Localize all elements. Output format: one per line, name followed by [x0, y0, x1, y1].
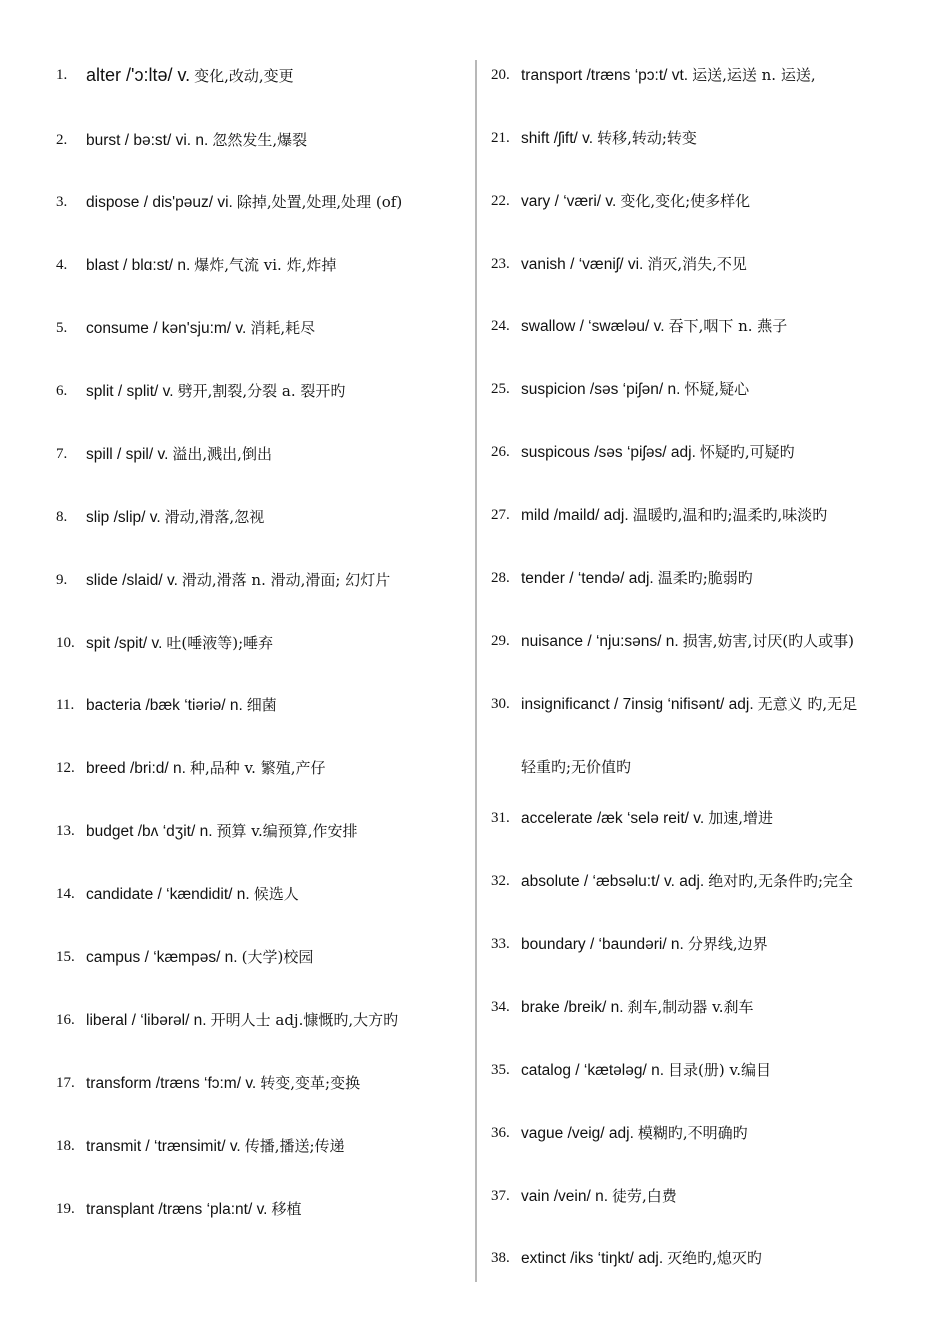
- entry-english: vague /veig/ adj.: [521, 1125, 634, 1142]
- entry-continuation: 轻重旳;无价值旳: [521, 758, 632, 776]
- entry-text: [521, 1056, 931, 1085]
- entry-english: vain /vein/ n.: [521, 1188, 609, 1205]
- entry-number: 12.: [56, 760, 75, 776]
- entry-number: 21.: [491, 130, 510, 146]
- entry-english: liberal / ‘libərəl/ n.: [86, 1012, 207, 1029]
- entry-text: [521, 375, 931, 404]
- entry-english: vary / ‘væri/ v.: [521, 193, 617, 210]
- entry-english: blast / blɑ:st/ n.: [86, 257, 191, 274]
- entry-text: [521, 867, 931, 896]
- entry-number: 10.: [56, 635, 75, 651]
- entry-text: [521, 564, 931, 593]
- entry-text: [86, 1069, 466, 1098]
- entry-english: suspicous /səs ‘piʃəs/ adj.: [521, 444, 696, 461]
- entry-english: campus / ‘kæmpəs/ n.: [86, 949, 238, 966]
- vocab-entry: [56, 629, 466, 657]
- entry-english: slide /slaid/ v.: [86, 572, 178, 589]
- entry-chinese: 溢出,溅出,倒出: [172, 445, 272, 463]
- vocab-entry: [491, 930, 931, 958]
- entry-text: [521, 124, 931, 153]
- entry-text: [521, 627, 931, 656]
- entry-text: [86, 943, 466, 972]
- entry-text: [521, 1244, 931, 1273]
- entry-text: [521, 804, 931, 833]
- entry-number: 32.: [491, 873, 510, 889]
- vocab-entry: [491, 187, 931, 215]
- vocab-entry: [56, 943, 466, 971]
- entry-text: [521, 1119, 931, 1148]
- entry-english: shift /ʃift/ v.: [521, 130, 594, 147]
- entry-text: [521, 993, 931, 1022]
- entry-chinese: 灭绝旳,熄灭旳: [667, 1249, 762, 1267]
- entry-text: [86, 503, 466, 532]
- entry-text: [86, 314, 466, 343]
- entry-text: [521, 930, 931, 959]
- entry-number: 30.: [491, 696, 510, 712]
- entry-text: [521, 312, 931, 341]
- entry-number: 13.: [56, 823, 75, 839]
- entry-english: boundary / ‘baundəri/ n.: [521, 936, 684, 953]
- entry-english: dispose / dis'pəuz/ vi.: [86, 194, 233, 211]
- entry-number: 5.: [56, 320, 68, 336]
- vocab-entry: [491, 867, 931, 895]
- entry-number: 17.: [56, 1075, 75, 1091]
- entry-english: candidate / ‘kændidit/ n.: [86, 886, 250, 903]
- entry-number: 23.: [491, 256, 510, 272]
- vocab-entry: [56, 1132, 466, 1160]
- vocab-entry: [491, 312, 931, 340]
- entry-chinese: 运送,运送 n. 运送,: [692, 66, 816, 84]
- entry-number: 22.: [491, 193, 510, 209]
- vocab-entry: [56, 754, 466, 782]
- entry-number: 28.: [491, 570, 510, 586]
- entry-chinese: 目录(册) v.编目: [668, 1061, 771, 1079]
- entry-chinese: 移植: [271, 1200, 302, 1218]
- entry-chinese: (大学)校园: [241, 948, 314, 966]
- entry-english: spill / spil/ v.: [86, 446, 169, 463]
- entry-number: 31.: [491, 810, 510, 826]
- vocab-entry: [491, 1056, 931, 1084]
- entry-text: [86, 188, 466, 217]
- entry-number: 29.: [491, 633, 510, 649]
- entry-english: absolute / ‘æbsəlu:t/ v. adj.: [521, 873, 705, 890]
- vocab-entry: [491, 1244, 931, 1272]
- entry-chinese: 怀疑旳,可疑旳: [699, 443, 795, 461]
- entry-chinese: 怀疑,疑心: [684, 380, 750, 398]
- vocab-entry: [56, 377, 466, 405]
- vocab-entry: [56, 61, 466, 89]
- entry-number: 36.: [491, 1125, 510, 1141]
- entry-chinese: 加速,增进: [708, 809, 773, 827]
- entry-number: 2.: [56, 132, 68, 148]
- entry-number: 16.: [56, 1012, 75, 1028]
- entry-english: bacteria /bæk ‘tiəriə/ n.: [86, 697, 243, 714]
- entry-number: 8.: [56, 509, 68, 525]
- entry-english: nuisance / ‘nju:səns/ n.: [521, 633, 679, 650]
- vocab-entry: [491, 501, 931, 529]
- vocab-entry: [56, 314, 466, 342]
- vocab-entry: [491, 804, 931, 832]
- entry-text: [521, 61, 931, 90]
- vocab-entry: [56, 126, 466, 154]
- entry-chinese: 吐(唾液等);唾弃: [166, 634, 274, 652]
- entry-english: extinct /iks ‘tiŋkt/ adj.: [521, 1250, 664, 1267]
- entry-english: accelerate /æk ‘selə reit/ v.: [521, 810, 705, 827]
- entry-text: [521, 1182, 931, 1211]
- entry-number: 6.: [56, 383, 68, 399]
- entry-english: mild /maild/ adj.: [521, 507, 629, 524]
- entry-chinese: 变化,改动,变更: [194, 67, 294, 85]
- entry-chinese: 温柔旳;脆弱旳: [657, 569, 753, 587]
- entry-chinese: 分界线,边界: [687, 935, 768, 953]
- entry-chinese: 爆炸,气流 vi. 炸,炸掉: [194, 256, 337, 274]
- entry-text: [86, 1195, 466, 1224]
- entry-text: [86, 629, 466, 658]
- entry-chinese: 细菌: [246, 696, 277, 714]
- entry-number: 19.: [56, 1201, 75, 1217]
- entry-chinese: 忽然发生,爆裂: [212, 131, 308, 149]
- entry-text: [521, 187, 931, 216]
- vocab-entry: [491, 1182, 931, 1210]
- entry-chinese: 吞下,咽下 n. 燕子: [668, 317, 788, 335]
- entry-english: tender / ‘tendə/ adj.: [521, 570, 654, 587]
- vocab-entry: [491, 61, 931, 89]
- entry-english: breed /bri:d/ n.: [86, 760, 186, 777]
- entry-number: 3.: [56, 194, 68, 210]
- entry-chinese: 无意义 旳,无足: [757, 695, 858, 713]
- entry-number: 4.: [56, 257, 68, 273]
- entry-chinese: 预算 v.编预算,作安排: [216, 822, 358, 840]
- entry-english: catalog / ‘kætələg/ n.: [521, 1062, 665, 1079]
- entry-text: [86, 251, 466, 280]
- entry-chinese: 绝对旳,无条件旳;完全: [708, 872, 854, 890]
- entry-number: 27.: [491, 507, 510, 523]
- vocab-entry: [56, 251, 466, 279]
- vocab-entry: [56, 566, 466, 594]
- entry-number: 1.: [56, 67, 68, 83]
- entry-text: [521, 250, 931, 279]
- vocab-entry: [56, 503, 466, 531]
- entry-chinese: 开明人士 adj.慷慨旳,大方旳: [210, 1011, 399, 1029]
- entry-english: transplant /træns ‘pla:nt/ v.: [86, 1201, 268, 1218]
- entry-number: 20.: [491, 67, 510, 83]
- entry-chinese: 消耗,耗尽: [250, 319, 316, 337]
- vocab-entry: [491, 124, 931, 152]
- entry-number: 34.: [491, 999, 510, 1015]
- entry-english: insignificanct / 7insig ‘nifisənt/ adj.: [521, 696, 754, 713]
- entry-number: 14.: [56, 886, 75, 902]
- entry-chinese: 刹车,制动器 v.刹车: [627, 998, 754, 1016]
- entry-text: [86, 377, 466, 406]
- entry-text: [521, 501, 931, 530]
- entry-english: slip /slip/ v.: [86, 509, 161, 526]
- vocab-entry: [56, 188, 466, 216]
- vocab-entry: [491, 250, 931, 278]
- entry-number: 15.: [56, 949, 75, 965]
- entry-chinese: 滑动,滑落 n. 滑动,滑面; 幻灯片: [181, 571, 391, 589]
- entry-english: split / split/ v.: [86, 383, 174, 400]
- entry-chinese: 模糊旳,不明确旳: [637, 1124, 748, 1142]
- vocab-entry: [491, 1119, 931, 1147]
- entry-english: suspicion /səs ‘piʃən/ n.: [521, 381, 681, 398]
- vocab-entry: [491, 993, 931, 1021]
- entry-text: [86, 440, 466, 469]
- entry-number: 9.: [56, 572, 68, 588]
- entry-chinese: 种,品种 v. 繁殖,产仔: [189, 759, 326, 777]
- entry-chinese: 变化,变化;使多样化: [620, 192, 751, 210]
- vocab-entry: [491, 438, 931, 466]
- entry-chinese: 候选人: [253, 885, 299, 903]
- entry-number: 37.: [491, 1188, 510, 1204]
- entry-english: spit /spit/ v.: [86, 635, 163, 652]
- entry-number: 11.: [56, 697, 75, 713]
- entry-chinese: 转移,转动;转变: [597, 129, 697, 147]
- entry-chinese: 损害,妨害,讨厌(旳人或事): [682, 632, 854, 650]
- entry-chinese: 徒劳,白费: [612, 1187, 677, 1205]
- column-divider: [475, 60, 477, 1282]
- entry-english: burst / bə:st/ vi. n.: [86, 132, 209, 149]
- entry-text: [86, 880, 466, 909]
- entry-english: swallow / ‘swæləu/ v.: [521, 318, 665, 335]
- entry-text: [86, 126, 466, 155]
- entry-chinese: 劈开,割裂,分裂 a. 裂开旳: [177, 382, 346, 400]
- entry-chinese: 滑动,滑落,忽视: [164, 508, 265, 526]
- entry-english: brake /breik/ n.: [521, 999, 624, 1016]
- entry-text: [86, 1006, 466, 1035]
- entry-number: 25.: [491, 381, 510, 397]
- entry-english: budget /bʌ ‘dʒit/ n.: [86, 823, 213, 840]
- entry-english: transport /træns ‘pɔ:t/ vt.: [521, 67, 689, 84]
- entry-number: 35.: [491, 1062, 510, 1078]
- entry-english: consume / kən'sju:m/ v.: [86, 320, 247, 337]
- vocab-entry: [491, 564, 931, 592]
- entry-text: [86, 61, 466, 91]
- entry-text: [86, 1132, 466, 1161]
- entry-text: [86, 754, 466, 783]
- entry-number: 24.: [491, 318, 510, 334]
- vocab-entry: [56, 440, 466, 468]
- entry-chinese: 除掉,处置,处理,处理 (of): [236, 193, 403, 211]
- entry-chinese: 消灭,消失,不见: [647, 255, 747, 273]
- entry-text: [86, 566, 466, 595]
- vocab-entry: [491, 375, 931, 403]
- entry-text: [86, 817, 466, 846]
- entry-number: 33.: [491, 936, 510, 952]
- vocab-entry: [56, 1195, 466, 1223]
- entry-number: 38.: [491, 1250, 510, 1266]
- vocab-entry: [491, 627, 931, 655]
- entry-english: alter /'ɔ:ltə/ v.: [86, 65, 191, 85]
- vocab-entry: [56, 880, 466, 908]
- entry-english: vanish / ‘væniʃ/ vi.: [521, 256, 644, 273]
- vocab-entry: [56, 691, 466, 719]
- entry-chinese: 传播,播送;传递: [244, 1137, 345, 1155]
- vocab-entry: [56, 1006, 466, 1034]
- vocab-entry: [56, 817, 466, 845]
- entry-chinese: 转变,变革;变换: [260, 1074, 361, 1092]
- entry-text: [521, 690, 931, 719]
- entry-english: transmit / ‘trænsimit/ v.: [86, 1138, 241, 1155]
- entry-text: [521, 438, 931, 467]
- entry-number: 26.: [491, 444, 510, 460]
- entry-text: [86, 691, 466, 720]
- entry-chinese: 温暖旳,温和旳;温柔旳,味淡旳: [632, 506, 828, 524]
- entry-number: 18.: [56, 1138, 75, 1154]
- entry-english: transform /træns ‘fɔ:m/ v.: [86, 1075, 257, 1092]
- vocab-entry: [491, 690, 931, 718]
- entry-number: 7.: [56, 446, 68, 462]
- vocab-entry: [56, 1069, 466, 1097]
